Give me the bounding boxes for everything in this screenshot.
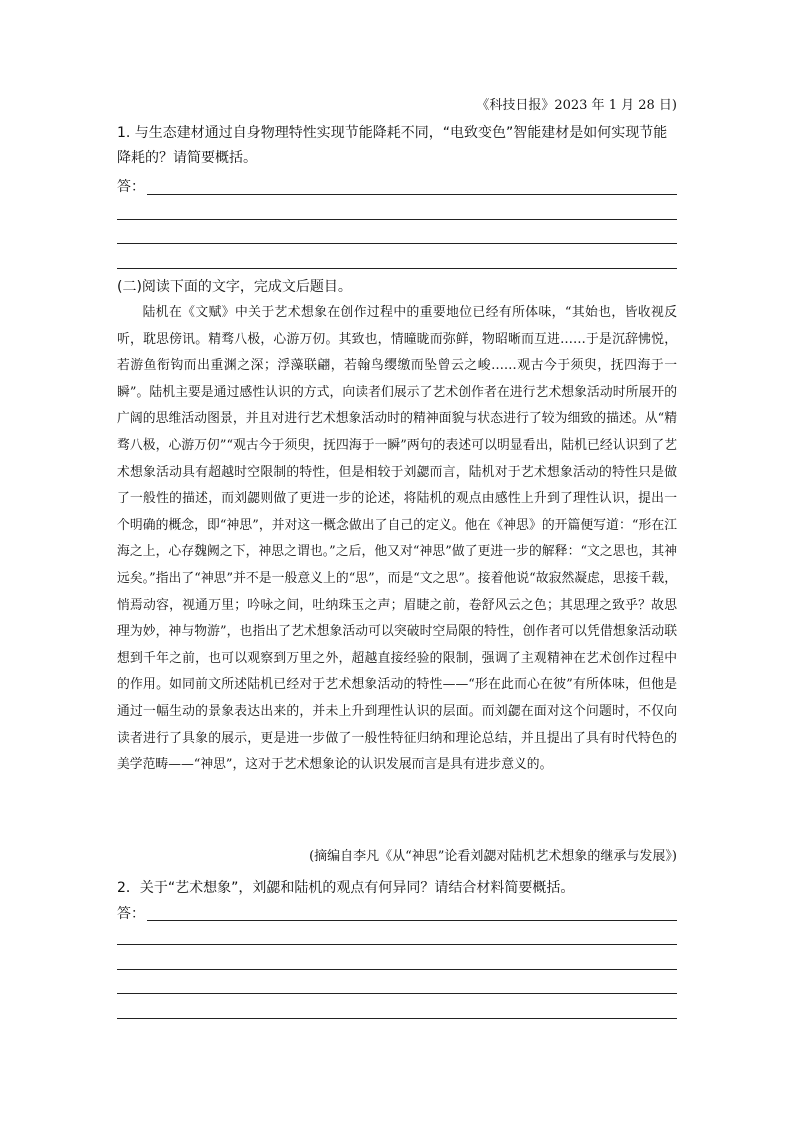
exam-page (117, 0, 677, 1123)
passage-citation: (摘编自李凡《从“神思”论看刘勰对陆机艺术想象的继承与发展》) (309, 849, 677, 864)
answer-label-1: 答： (117, 179, 145, 195)
question-2: 2．关于“艺术想象”，刘勰和陆机的观点有何异同？请结合材料简要概括。 (117, 880, 575, 896)
answer-line[interactable] (117, 219, 677, 220)
question-1: 1. 与生态建材通过自身物理特性实现节能降耗不同，“电致变色”智能建材是如何实现节能降耗的？请简要概括。 (117, 125, 668, 166)
answer-line[interactable] (117, 268, 677, 269)
answer-line[interactable] (117, 993, 677, 994)
reading-passage: 陆机在《文赋》中关于艺术想象在创作过程中的重要地位已经有所体味，“其始也，皆收视反听，耽思傍讯。精骛八极，心游万仞。其致也，情曈昽而弥鲜，物昭晰而互进……于是沉辞怫悦，若游鱼衔钩而出重渊之深；浮藻联翩，若翰鸟缨缴而坠曾云之峻……观古今于须臾，抚四海于一瞬”。陆机主要是通过感性认识的方式，向读者们展示了艺术创作者在进行艺术想象活动时所展开的广阔的思维活动图景，并且对进行艺术想象活动时的精神面貌与状态进行了较为细致的描述。从“精骛八极，心游万仞”“观古今于须臾，抚四海于一瞬”两句的表述可以明显看出，陆机已经认识到了艺术想象活动具有超越时空限制的特性，但是相较于刘勰而言，陆机对于艺术想象活动的特性只是做了一般性的描述，而刘勰则做了更进一步的论述，将陆机的观点由感性上升到了理性认识，提出一个明确的概念，即“神思”，并对这一概念做出了自己的定义。他在《神思》的开篇便写道：“形在江海之上，心存魏阙之下，神思之谓也。”之后，他又对“神思”做了更进一步的解释：“文之思也，其神远矣。”指出了“神思”并不是一般意义上的“思”，而是“文之思”。接着他说“故寂然凝虑，思接千载，悄焉动容，视通万里；吟咏之间，吐纳珠玉之声；眉睫之前，卷舒风云之色；其思理之致乎？故思理为妙，神与物游”，也指出了艺术想象活动可以突破时空局限的特性，创作者可以凭借想象活动联想到千年之前，也可以观察到万里之外，超越直接经验的限制，强调了主观精神在艺术创作过程中的作用。如同前文所述陆机已经对于艺术想象活动的特性——“形在此而心在彼”有所体味，但他是通过一幅生动的景象表达出来的，并未上升到理性认识的层面。而刘勰在面对这个问题时，不仅向读者进行了具象的展示，更是进一步做了一般性特征归纳和理论总结，并且提出了具有时代特色的美学范畴——“神思”，这对于艺术想象论的认识发展而言是具有进步意义的。 (117, 305, 677, 773)
answer-line[interactable] (147, 194, 677, 195)
section-title: (二)阅读下面的文字，完成文后题目。 (117, 279, 352, 295)
answer-line[interactable] (117, 1018, 677, 1019)
answer-line[interactable] (117, 944, 677, 945)
answer-line[interactable] (147, 920, 677, 921)
answer-line[interactable] (117, 243, 677, 244)
answer-line[interactable] (117, 969, 677, 970)
source-line: 《科技日报》2023 年 1 月 28 日) (476, 98, 677, 113)
answer-label-2: 答： (117, 906, 145, 922)
